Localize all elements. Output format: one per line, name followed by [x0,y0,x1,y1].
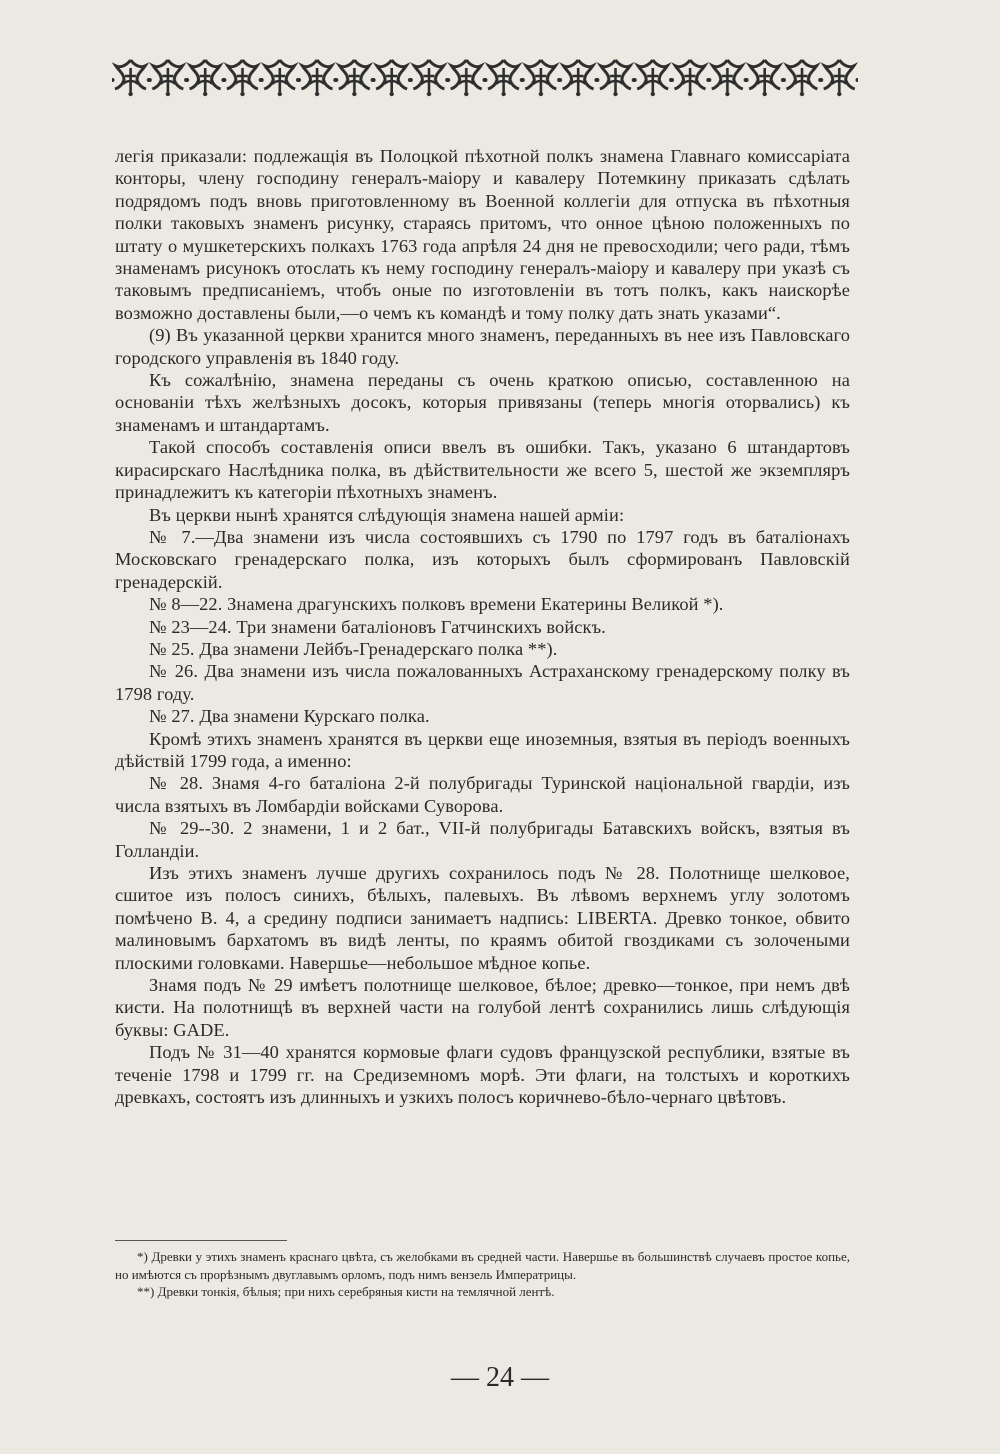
list-item-29-30: № 29--30. 2 знамени, 1 и 2 бат., VII-й полубригады Батавскихъ войскъ, взятыя въ Голландіи. [115,818,850,861]
list-item-25: № 25. Два знамени Лейбъ-Гренадерскаго полка **). [149,638,558,659]
paragraph-3: Къ сожалѣнію, знамена переданы съ очень краткою описью, составленною на основаніи тѣхъ желѣзныхъ досокъ, которыя привязаны (теперь многія оторвались) къ знаменамъ и штандартамъ. [115,370,850,435]
list-item-23-24: № 23—24. Три знамени баталіоновъ Гатчинскихъ войскъ. [149,616,606,637]
paragraph-2: (9) Въ указанной церкви хранится много знаменъ, переданныхъ въ нее изъ Павловскаго городского управленія въ 1840 году. [115,325,850,368]
page-number: — 24 — [451,1362,549,1393]
paragraph-flags: Подъ № 31—40 хранятся кормовые флаги судовъ французской республики, взятые въ теченіе 1798 и 1799 гг. на Средиземномъ морѣ. Эти флаги, на толстыхъ и короткихъ древкахъ, состоятъ изъ длинныхъ и узкихъ полосъ коричнево-бѣло-чернаго цвѣтовъ. [115,1042,850,1108]
list-item-7: № 7.—Два знамени изъ числа состоявшихъ съ 1790 по 1797 годъ въ баталіонахъ Московскаго гренадерскаго полка, изъ которыхъ былъ сформированъ Павловскій гренадерскій. [115,526,850,592]
paragraph-1: легія приказали: подлежащія въ Полоцкой пѣхотной полкъ знамена Главнаго комиссаріата конторы, члену господину генералъ-маіору и кавалеру Потемкину приказать сдѣлать подрядомъ подъ вновь приготовленному въ Военной коллегіи для отпуска въ пѣхотныя полки таковыхъ знаменъ рисунку, стараясь притомъ, что онное цѣною положенныхъ по штату о мушкетерскихъ полкахъ 1763 года апрѣля 24 дня не превосходили; чего ради, тѣмъ знаменамъ рисунокъ отослать къ нему господину генералъ-маіору и кавалеру при указѣ съ таковымъ предписаніемъ, чтобъ оные по изготовленіи въ тотъ полкъ, какъ наискорѣе возможно доставлены были,—о чемъ къ командѣ и тому полку дать знать указами“. [115,146,850,323]
footnote-1: *) Древки у этихъ знаменъ краснаго цвѣта, съ желобками въ средней части. Навершье въ большинствѣ случаевъ простое копье, но имѣются съ прорѣзнымъ двуглавымъ орломъ, подъ нимъ вензель Императрицы. [115,1249,850,1282]
paragraph-description-28: Изъ этихъ знаменъ лучше другихъ сохранилось подъ № 28. Полотнище шелковое, сшитое изъ полосъ синихъ, бѣлыхъ, палевыхъ. Въ лѣвомъ верхнемъ углу золотомъ помѣчено В. 4, а средину подписи занимаетъ надпись: LIBERTA. Древко тонкое, обвито малиновымъ бархатомъ въ видѣ ленты, по краямъ обитой гвоздиками съ золочеными плоскими головками. Навершье—небольшое мѣдное копье. [115,863,850,973]
list-item-26: № 26. Два знамени изъ числа пожалованныхъ Астраханскому гренадерскому полку въ 1798 году. [115,661,850,704]
paragraph-foreign: Кромѣ этихъ знаменъ хранятся въ церкви еще иноземныя, взятыя въ періодъ военныхъ дѣйствій 1799 года, а именно: [115,728,850,771]
list-item-28: № 28. Знамя 4-го баталіона 2-й полубригады Туринской національной гвардіи, изъ числа взятыхъ въ Ломбардіи войсками Суворова. [115,773,850,816]
list-item-27: № 27. Два знамени Курскаго полка. [149,706,430,727]
paragraph-5: Въ церкви нынѣ хранятся слѣдующія знамена нашей арміи: [149,504,625,525]
list-item-8-22: № 8—22. Знамена драгунскихъ полковъ времени Екатерины Великой *). [149,594,724,615]
paragraph-4: Такой способъ составленія описи ввелъ въ ошибки. Такъ, указано 6 штандартовъ кирасирскаго Наслѣдника полка, въ дѣйствительности же всего 5, шестой же экземпляръ принадлежитъ къ категоріи пѣхотныхъ знаменъ. [115,437,850,503]
main-text [115,145,850,1108]
footnotes [115,1248,850,1301]
paragraph-description-29: Знамя подъ № 29 имѣетъ полотнище шелковое, бѣлое; древко—тонкое, при немъ двѣ кисти. На полотнищѣ въ верхней части на голубой лентѣ сохранились лишь слѣдующія буквы: GADE. [115,975,850,1040]
decorative-border-band-icon [112,56,858,98]
footnote-divider [115,1240,287,1241]
footnote-2: **) Древки тонкія, бѣлыя; при нихъ серебряныя кисти на темлячной лентѣ. [137,1284,555,1299]
